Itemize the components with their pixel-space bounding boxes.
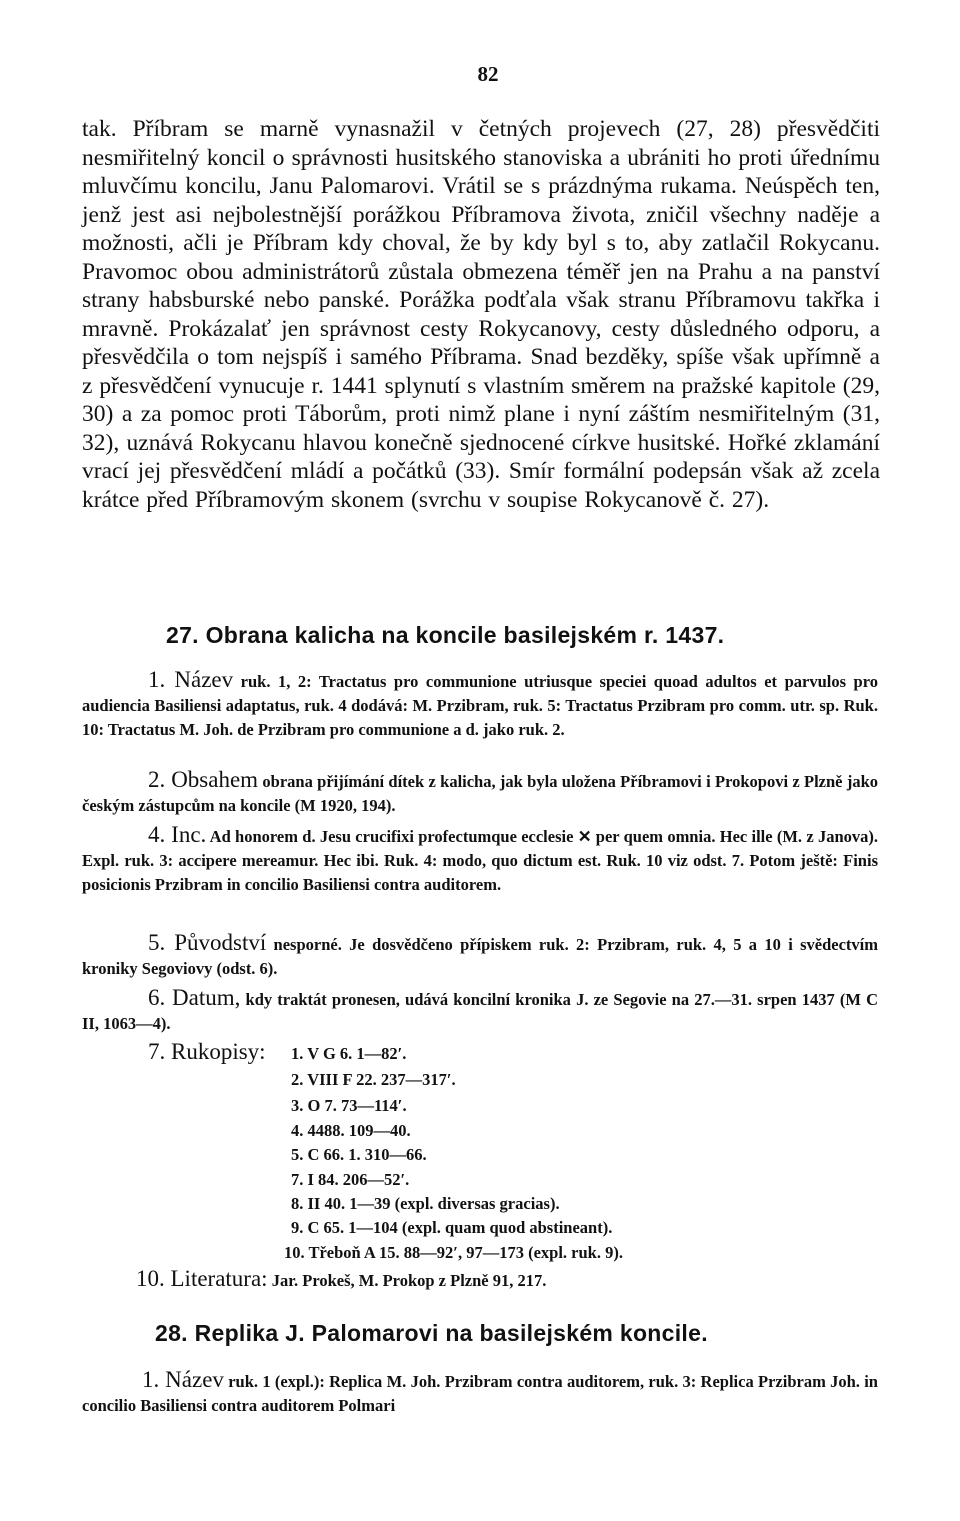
s27-inc-label: 4. Inc. bbox=[148, 822, 207, 847]
s27-inc bbox=[82, 823, 878, 897]
s27-datum-label: 6. Datum, bbox=[148, 985, 241, 1010]
manuscript-item: 1. V G 6. 1—82ʹ. bbox=[291, 1044, 407, 1063]
s27-literatura-label: 10. Literatura: bbox=[136, 1266, 268, 1291]
s28-nazev bbox=[82, 1368, 878, 1418]
s27-literatura bbox=[136, 1266, 546, 1292]
s27-puvodstvi-text: nesporné. Je dosvědčeno přípiskem ruk. 2: Przibram, ruk. 4, 5 a 10 i svědectvím kroniky Segoviovy (odst. 6). bbox=[82, 935, 878, 978]
s27-puvodstvi-label: 5. Původství bbox=[148, 930, 267, 955]
s27-literatura-text: Jar. Prokeš, M. Prokop z Plzně 91, 217. bbox=[267, 1271, 547, 1290]
s27-rukopisy-label: 7. Rukopisy: bbox=[148, 1039, 266, 1064]
manuscript-item: 9. C 65. 1—104 (expl. quam quod abstineant). bbox=[291, 1218, 613, 1237]
s27-datum bbox=[82, 986, 878, 1036]
section-27-heading: 27. Obrana kalicha na koncile basilejském r. 1437. bbox=[166, 622, 725, 648]
s28-nazev-label: 1. Název bbox=[142, 1367, 224, 1392]
manuscript-item: 4. 4488. 109—40. bbox=[291, 1121, 411, 1140]
manuscript-item: 8. II 40. 1—39 (expl. diversas gracias). bbox=[291, 1194, 560, 1213]
s27-datum-text: kdy traktát pronesen, udává koncilní kronika J. ze Segovie na 27.—31. srpen 1437 (M C II, 1063—4). bbox=[82, 990, 878, 1033]
s27-nazev-text: ruk. 1, 2: Tractatus pro communione utriusque speciei quoad adultos et parvulos pro audiencia Basiliensi adaptatus, ruk. 4 dodává: M. Przibram, ruk. 5: Tractatus Przibram pro comm. utr. sp. Ruk. 10: Tractatus M. Joh. de Przibram pro communione a d. jako ruk. 2. bbox=[82, 672, 878, 739]
section-28-heading: 28. Replika J. Palomarovi na basilejském koncile. bbox=[155, 1320, 708, 1346]
page-number: 82 bbox=[477, 62, 499, 86]
manuscript-item: 5. C 66. 1. 310—66. bbox=[291, 1145, 427, 1164]
s27-obsah bbox=[82, 768, 878, 818]
s28-nazev-text: ruk. 1 (expl.): Replica M. Joh. Przibram contra auditorem, ruk. 3: Replica Przibram Joh. in concilio Basiliensi contra auditorem Polmari bbox=[82, 1372, 878, 1415]
intro-paragraph: tak. Příbram se marně vynasnažil v četných projevech (27, 28) přesvědčiti nesmiřitelný koncil o správnosti husitského stanoviska a ubrániti ho proti úřednímu mluvčímu koncilu, Janu Palomarovi. Vrátil se s prázdnýma rukama. Neúspěch ten, jenž jest asi nejbolestnější porážkou Příbramova života, zničil všechny naděje a možnosti, ačli je Příbram kdy choval, že by kdy byl s to, aby zatlačil Rokycanu. Pravomoc obou administrátorů zůstala obmezena téměř jen na Prahu a na panství strany habsburské nebo panské. Porážka podťala však stranu Příbramovu takřka i mravně. Prokázalať jen správnost cesty Rokycanovy, cesty důsledného odporu, a přesvědčila o tom nejspíš i samého Příbrama. Snad bezděky, spíše však upřímně a z přesvědčení vynucuje r. 1441 splynutí s vlastním směrem na pražské kapitole (29, 30) a za pomoc proti Táborům, proti nimž plane i nyní záštím nesmiřitelným (31, 32), uznává Rokycanu hlavou konečně sjednocené církve husitské. Hořké zklamání vrací jej přesvědčení mládí a počátků (33). Smír formální podepsán však až zcela krátce před Příbramovým skonem (svrchu v soupise Rokycanově č. 27). bbox=[82, 116, 880, 513]
s27-obsah-text: obrana přijímání dítek z kalicha, jak byla uložena Příbramovi i Prokopovi z Plzně jako českým zástupcům na koncile (M 1920, 194). bbox=[82, 772, 878, 815]
s27-inc-text: Ad honorem d. Jesu crucifixi profectumque ecclesie ✕ per quem omnia. Hec ille (M. z Janova). Expl. ruk. 3: accipere mereamur. Hec ibi. Ruk. 4: modo, quo dictum est. Ruk. 10 viz odst. 7. Potom ještě: Finis posicionis Przibram in concilio Basiliensi contra auditorem. bbox=[82, 827, 878, 894]
manuscript-item: 3. O 7. 73—114ʹ. bbox=[291, 1096, 407, 1115]
manuscript-item: 10. Třeboň A 15. 88—92ʹ, 97—173 (expl. ruk. 9). bbox=[284, 1243, 623, 1262]
s27-obsah-label: 2. Obsahem bbox=[148, 767, 259, 792]
manuscript-item: 2. VIII F 22. 237—317ʹ. bbox=[291, 1070, 456, 1089]
s27-nazev bbox=[82, 668, 878, 742]
s27-puvodstvi bbox=[82, 931, 878, 981]
manuscript-item: 7. I 84. 206—52ʹ. bbox=[291, 1170, 410, 1189]
s27-nazev-label: 1. Název bbox=[148, 667, 234, 692]
